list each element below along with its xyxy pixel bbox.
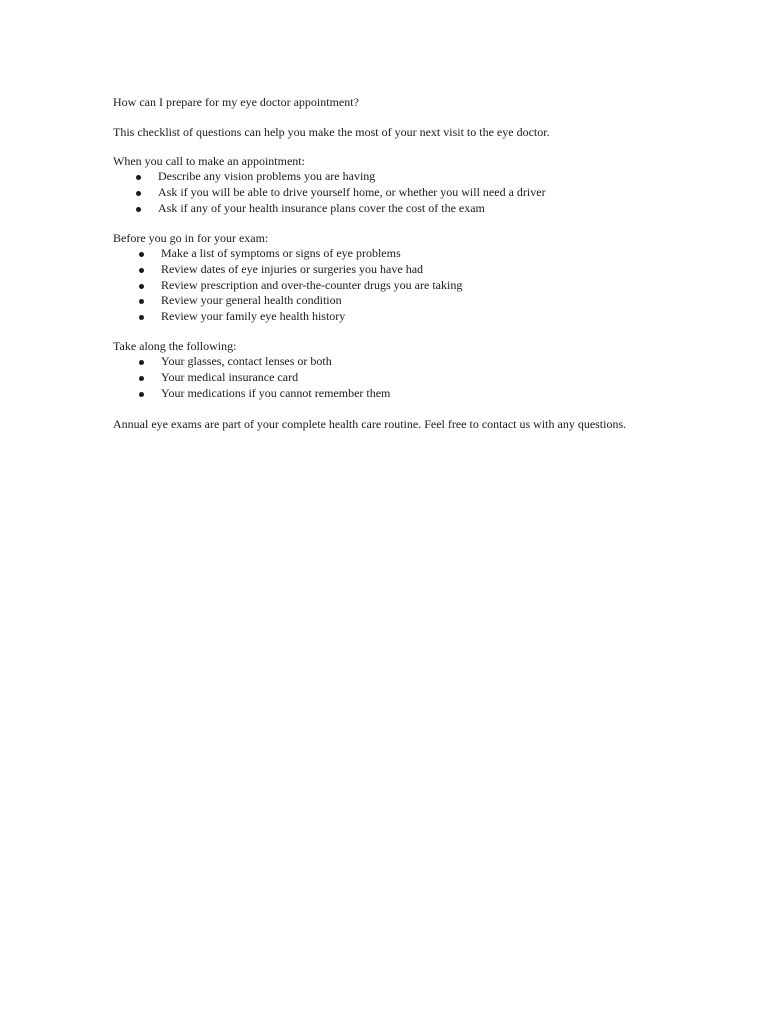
list-item: Review dates of eye injuries or surgeries you have had bbox=[113, 262, 414, 278]
bullet-icon bbox=[139, 315, 144, 320]
section-take-along bbox=[113, 338, 391, 401]
list-item: Your glasses, contact lenses or both bbox=[113, 354, 342, 370]
bullet-icon bbox=[139, 299, 144, 304]
bullet-icon bbox=[136, 175, 141, 180]
bullet-icon bbox=[139, 252, 144, 257]
bullet-list bbox=[113, 169, 546, 216]
bullet-icon bbox=[136, 191, 141, 196]
section-before-exam bbox=[113, 230, 463, 325]
bullet-icon bbox=[139, 392, 144, 397]
bullet-icon bbox=[139, 284, 144, 289]
section-heading: Take along the following: bbox=[113, 339, 237, 353]
list-item: Review prescription and over-the-counter drugs you are taking bbox=[113, 278, 414, 294]
closing-paragraph: Annual eye exams are part of your complete health care routine. Feel free to contact us with any questions. bbox=[113, 417, 627, 431]
section-heading: Before you go in for your exam: bbox=[113, 231, 269, 245]
list-item: Make a list of symptoms or signs of eye problems bbox=[113, 246, 414, 262]
intro-paragraph: This checklist of questions can help you make the most of your next visit to the eye doctor. bbox=[113, 125, 550, 139]
section-call-appointment bbox=[113, 153, 546, 216]
bullet-list bbox=[113, 246, 463, 325]
section-heading: When you call to make an appointment: bbox=[113, 154, 305, 168]
page-title: How can I prepare for my eye doctor appointment? bbox=[113, 95, 359, 109]
bullet-icon bbox=[139, 268, 144, 273]
bullet-list bbox=[113, 354, 391, 401]
list-item: Your medications if you cannot remember them bbox=[113, 386, 342, 402]
bullet-icon bbox=[136, 207, 141, 212]
list-item: Describe any vision problems you are having bbox=[113, 169, 501, 185]
list-item: Review your general health condition bbox=[113, 293, 414, 309]
list-item: Your medical insurance card bbox=[113, 370, 342, 386]
bullet-icon bbox=[139, 376, 144, 381]
list-item: Review your family eye health history bbox=[113, 309, 414, 325]
list-item: Ask if any of your health insurance plans cover the cost of the exam bbox=[113, 201, 501, 217]
list-item: Ask if you will be able to drive yourself home, or whether you will need a driver bbox=[113, 185, 501, 201]
bullet-icon bbox=[139, 360, 144, 365]
